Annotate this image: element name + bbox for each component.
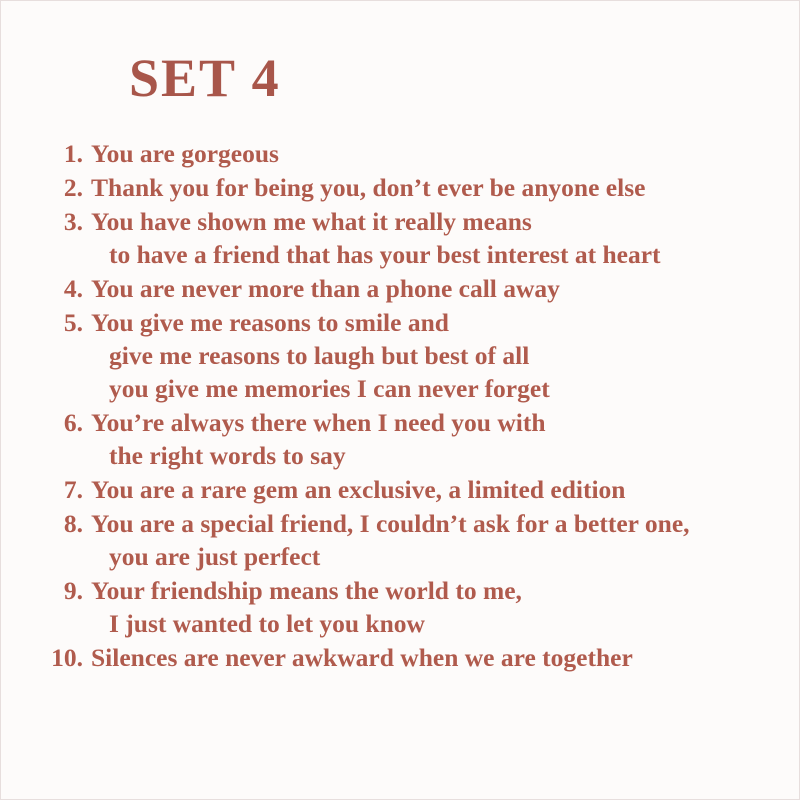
list-item-number: 5. (63, 308, 83, 337)
list-item-line: You are a rare gem an exclusive, a limited edition (91, 475, 626, 504)
list-item-line: the right words to say (109, 441, 346, 470)
list-item-text (91, 137, 771, 170)
list-item-number: 8. (63, 509, 83, 538)
list-item-number: 9. (63, 576, 83, 605)
list-item (37, 574, 771, 640)
list-item-line: You are never more than a phone call away (91, 274, 560, 303)
list-item-text (91, 473, 771, 506)
list-item-text (91, 406, 771, 472)
list-item (37, 306, 771, 405)
list-item-line: You’re always there when I need you with (91, 408, 546, 437)
list-item-text (91, 574, 771, 640)
list-item-line: You give me reasons to smile and (91, 308, 449, 337)
list-item-text (91, 641, 771, 674)
list-item-number: 3. (63, 207, 83, 236)
list-item-number: 10. (51, 643, 83, 672)
list-item (37, 272, 771, 305)
list-item-line: Thank you for being you, don’t ever be anyone else (91, 173, 646, 202)
list-item-number: 4. (63, 274, 83, 303)
list-item-number: 2. (63, 173, 83, 202)
list-item-line: give me reasons to laugh but best of all (109, 341, 530, 370)
list-item (37, 641, 771, 674)
list-item-text (91, 205, 771, 271)
list-item (37, 171, 771, 204)
list-item-number: 1. (63, 139, 83, 168)
list-item-text (91, 507, 771, 573)
list-item (37, 473, 771, 506)
list-item-line: You are a special friend, I couldn’t ask for a better one, (91, 509, 690, 538)
list-item (37, 137, 771, 170)
list-item-line: you give me memories I can never forget (109, 374, 550, 403)
list-item (37, 507, 771, 573)
page-title: SET 4 (129, 48, 281, 108)
list-item-line: I just wanted to let you know (109, 609, 425, 638)
list-item-number: 7. (63, 475, 83, 504)
list-item (37, 406, 771, 472)
list-item-text (91, 306, 771, 405)
quote-list (37, 137, 771, 675)
list-item-text (91, 272, 771, 305)
list-item (37, 205, 771, 271)
list-item-line: Silences are never awkward when we are together (91, 643, 633, 672)
list-item-line: You are gorgeous (91, 139, 279, 168)
list-item-number: 6. (63, 408, 83, 437)
list-item-line: to have a friend that has your best interest at heart (109, 240, 661, 269)
list-item-line: you are just perfect (109, 542, 321, 571)
list-item-line: Your friendship means the world to me, (91, 576, 522, 605)
list-item-text (91, 171, 771, 204)
list-item-line: You have shown me what it really means (91, 207, 532, 236)
